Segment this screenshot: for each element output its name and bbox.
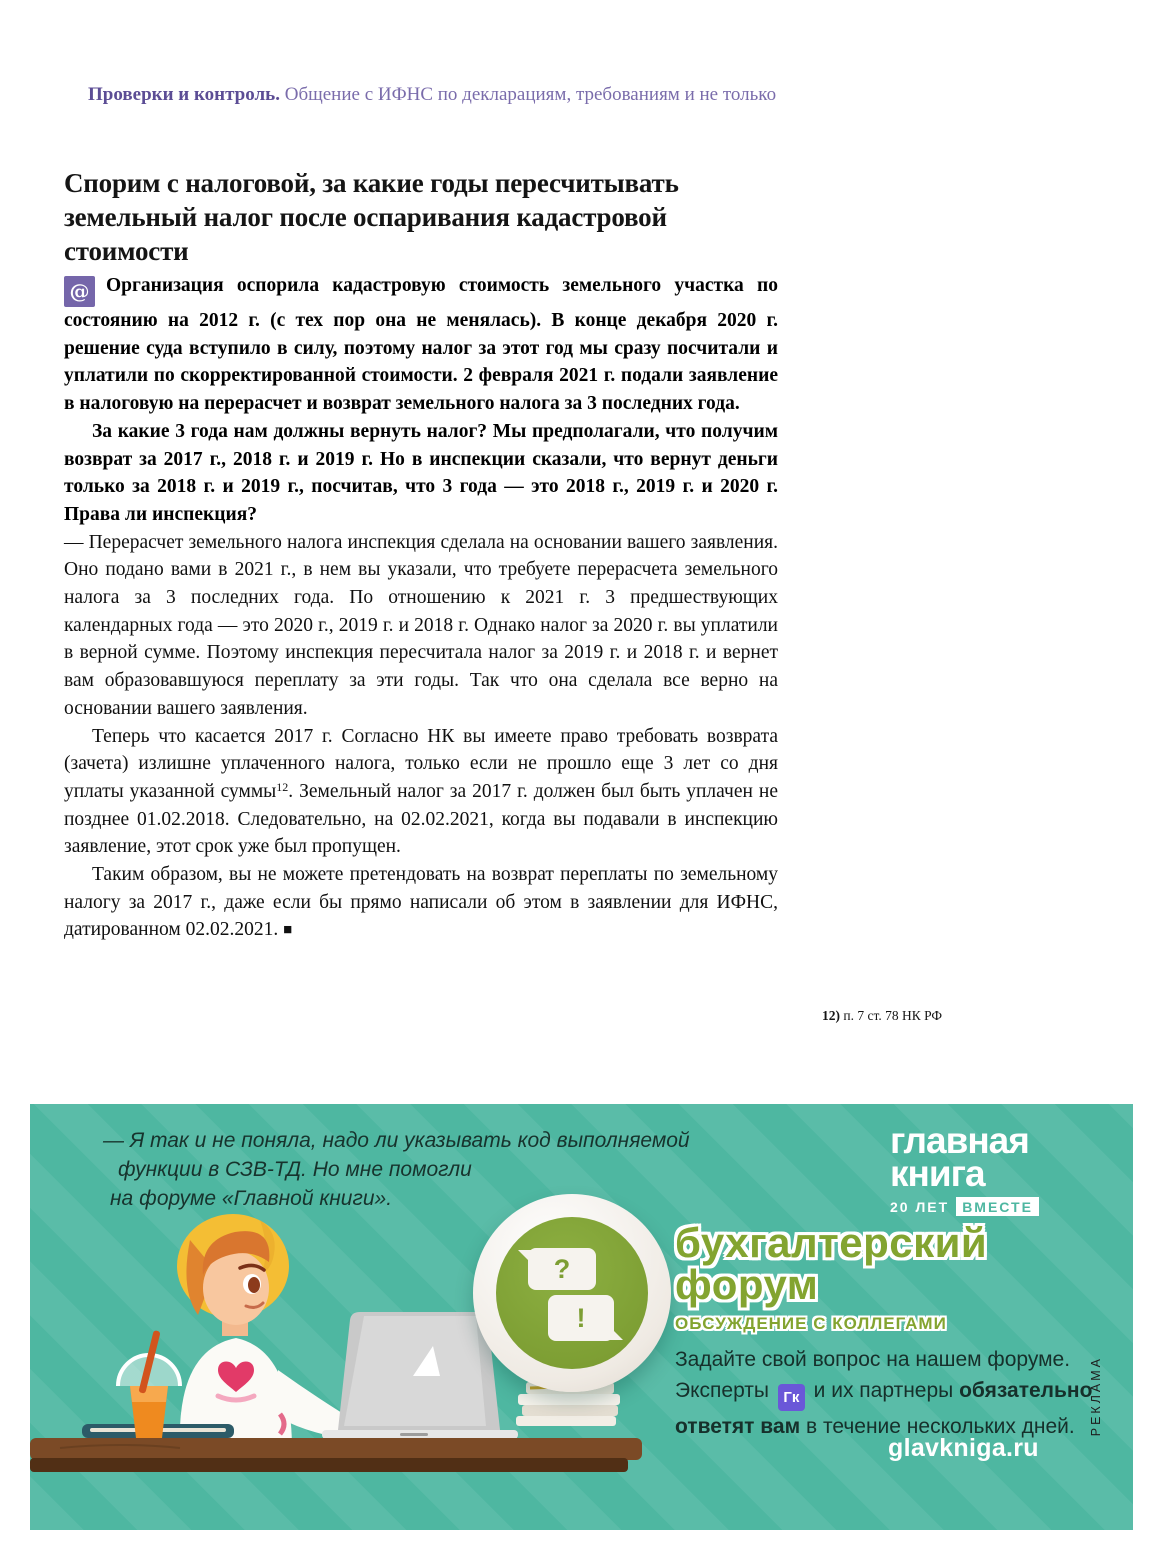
cta-line-1: Задайте свой вопрос на нашем форуме. xyxy=(675,1348,1071,1371)
answer-paragraph-3-text: Таким образом, вы не можете претендовать на возврат переплаты по земельному налогу за 2017 г., даже если бы прямо написали об этом в заявлении для ИФНС, датированном 02.02.2021. xyxy=(64,864,778,941)
ad-quote-line-2: функции в СЗВ-ТД. Но мне помогли xyxy=(118,1158,472,1181)
footnote-12 xyxy=(822,1007,1022,1024)
end-of-article-marker: ■ xyxy=(283,922,293,939)
footnote-reference-12: 12 xyxy=(276,779,289,794)
footnote-12-text: п. 7 ст. 78 НК РФ xyxy=(840,1008,943,1023)
section-kicker xyxy=(88,84,776,106)
ad-quote-line-1: — Я так и не поняла, надо ли указывать код выполняемой xyxy=(103,1129,690,1152)
logo-word-2: книга xyxy=(890,1153,985,1194)
desk-edge xyxy=(30,1458,628,1472)
cta-partners: и их партнеры xyxy=(807,1379,960,1402)
book xyxy=(516,1416,616,1426)
answer-paragraph-2-cont: . Земельный налог за 2017 г. должен был быть уплачен не позднее 01.02.2018. Следовательно, на 02.02.2021, когда вы подавали в инспекцию заявление, этот срок уже был пропущен. xyxy=(64,780,778,858)
kicker-section-name: Проверки и контроль. xyxy=(88,84,280,105)
glavkniga-forum-ad-banner[interactable] xyxy=(30,1104,1133,1530)
question-paragraph-1-text: Организация оспорила кадастровую стоимость земельного участка по состоянию на 2012 г. (с тех пор она не менялась). В конце декабря 2020 г. решение суда вступило в силу, поэтому налог за этот год мы сразу посчитали и уплатили по скорректированной стоимости. 2 февраля 2021 г. подали заявление в налоговую на перерасчет и возврат земельного налога за 3 последних года. xyxy=(64,275,778,415)
reklama-vertical-label: РЕКЛАМА xyxy=(1089,1356,1103,1437)
article-title: Спорим с налоговой, за какие годы пересчитывать земельный налог после оспаривания кадастровой стоимости xyxy=(64,168,679,266)
answer-paragraph-3 xyxy=(64,861,778,945)
answer-paragraph-1: — Перерасчет земельного налога инспекция сделала на основании вашего заявления. Оно подано вами в 2021 г., в нем вы указали, что требуете перерасчета земельного налога за 3 последних года. По отношению к 2021 г. 3 предшествующих календарных года — это 2020 г., 2019 г. и 2018 г. Однако налог за 2020 г. вы уплатили в верной сумме. Поэтому инспекция пересчитала налог за 2019 г. и 2018 г. и вернет вам образовавшуюся переплату за эти годы. Так что она сделала все верно на основании вашего заявления. xyxy=(64,531,778,719)
cta-bold: обязательно ответят вам xyxy=(675,1379,1093,1438)
cta-line-2 xyxy=(675,1375,1105,1442)
forum-badge-inner xyxy=(496,1217,648,1369)
question-paragraph-2: За какие 3 года нам должны вернуть налог? Мы предполагали, что получим возврат за 2017 г., 2018 г. и 2019 г. Но в инспекции сказали, что вернут деньги только за 2018 г. и 2019 г., посчитав, что 3 года — это 2018 г., 2019 г. и 2020 г. Права ли инспекция? xyxy=(64,420,778,525)
glavnaya-kniga-logo xyxy=(890,1120,1100,1216)
logo-anniversary xyxy=(890,1197,1100,1216)
ad-quote-line-3: на форуме «Главной книги». xyxy=(110,1187,393,1210)
at-question-icon: @ xyxy=(64,276,95,307)
footnote-12-marker: 12) xyxy=(822,1008,840,1023)
logo-20-let: 20 ЛЕТ xyxy=(890,1198,950,1215)
glavkniga-site-link[interactable]: glavkniga.ru xyxy=(888,1434,1039,1462)
answer-bubble-icon: ! xyxy=(548,1295,614,1341)
kicker-subtitle: Общение с ИФНС по декларациям, требованиям и не только xyxy=(279,84,777,105)
cta-experts: Эксперты xyxy=(675,1379,775,1402)
ad-cta-text xyxy=(675,1344,1105,1442)
forum-title-line-2: форум xyxy=(675,1261,819,1308)
logo-word-1: главная xyxy=(890,1120,1029,1161)
forum-title-block xyxy=(675,1219,988,1334)
question-paragraph-1 xyxy=(64,272,778,418)
answer-paragraph-2 xyxy=(64,723,778,862)
logo-vmeste-chip: ВМЕСТЕ xyxy=(956,1197,1039,1216)
forum-title-line-1: бухгалтерский xyxy=(675,1219,988,1266)
answer-paragraph-2-text: Теперь что касается 2017 г. Согласно НК вы имеете право требовать возврата (зачета) излишне уплаченного налога, только если не прошло еще 3 лет со дня уплаты указанной суммы xyxy=(64,725,778,802)
gk-logo-chip: Гк xyxy=(778,1384,805,1411)
forum-subtitle: ОБСУЖДЕНИЕ С КОЛЛЕГАМИ xyxy=(675,1314,947,1333)
desk-top xyxy=(30,1438,642,1460)
forum-badge xyxy=(473,1194,671,1392)
article-body xyxy=(64,272,778,945)
question-bubble-icon: ? xyxy=(528,1248,596,1290)
cta-rest: в течение нескольких дней. xyxy=(800,1415,1075,1438)
